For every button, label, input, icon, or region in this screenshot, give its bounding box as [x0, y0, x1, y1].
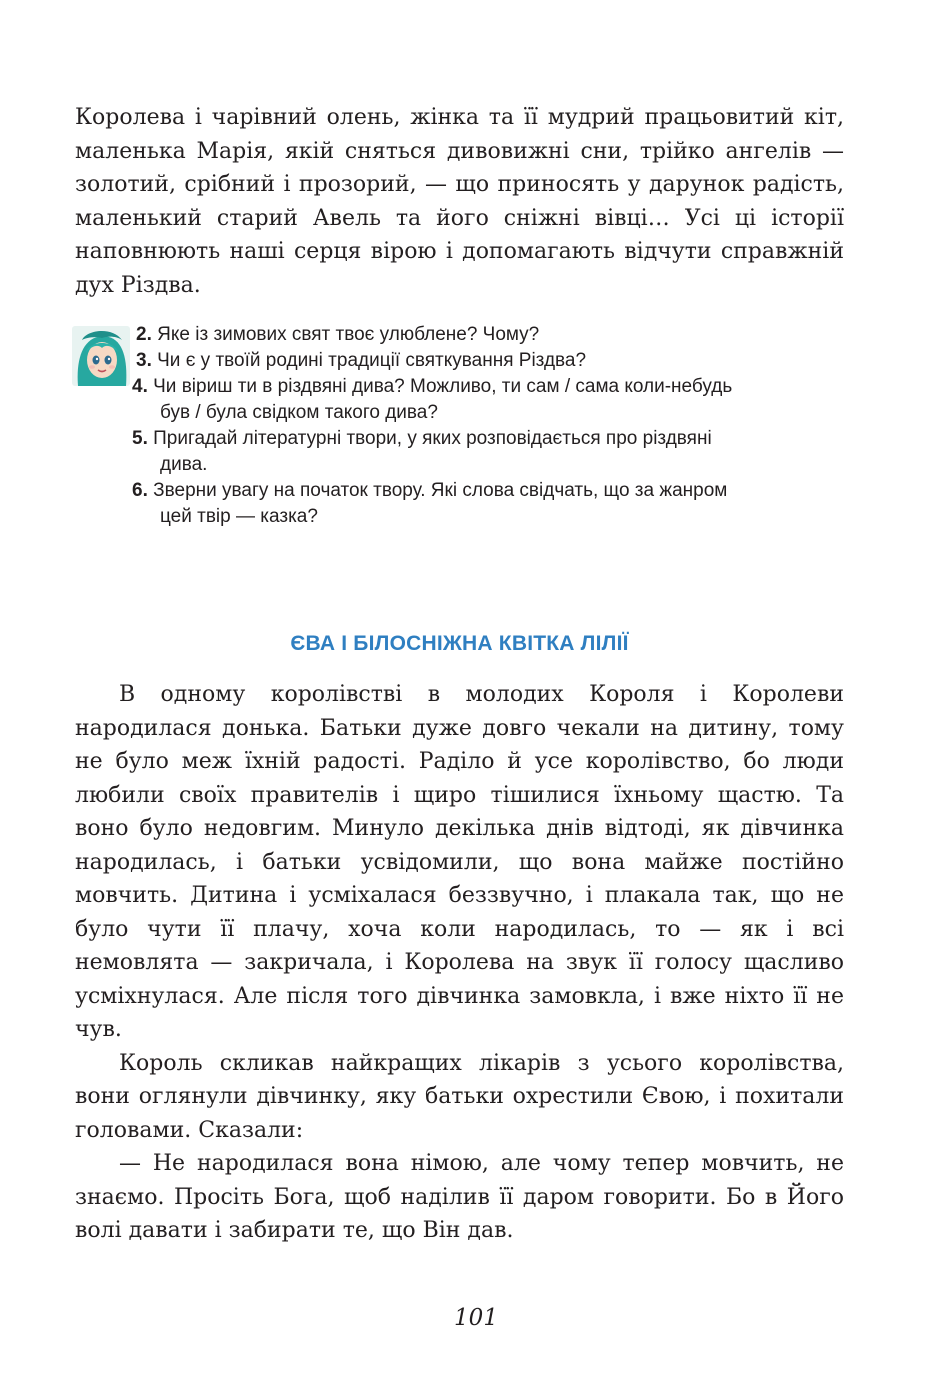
story-paragraph: — Не народилася вона німою, але чому тепер мовчить, не знаємо. Просіть Бога, щоб наділив її даром говорити. Бо в Його волі давати і забирати те, що Він дав.	[75, 1151, 844, 1243]
questions-list	[132, 322, 846, 530]
question-number: 5.	[132, 428, 148, 449]
intro-paragraph	[75, 101, 844, 302]
page-number: 101	[454, 1305, 498, 1331]
question-number: 3.	[136, 350, 152, 371]
question-continuation: цей твір — казка?	[160, 506, 318, 527]
question-number: 4.	[132, 376, 148, 397]
question-item	[132, 426, 846, 478]
girl-avatar-icon	[72, 326, 130, 386]
question-item	[136, 322, 846, 348]
story-title: ЄВА І БІЛОСНІЖНА КВІТКА ЛІЛІЇ	[290, 632, 629, 655]
question-item	[132, 478, 846, 530]
question-text: Чи віриш ти в різдвяні дива? Можливо, ти сам / сама коли-небудь	[153, 376, 733, 397]
story-paragraph: Король скликав найкращих лікарів з усього королівства, вони оглянули дівчинку, яку батьки охрестили Євою, і похитали головами. Сказали:	[75, 1050, 844, 1143]
question-text: Пригадай літературні твори, у яких розповідається про різдвяні	[153, 428, 712, 449]
question-text: Зверни увагу на початок твору. Які слова свідчать, що за жанром	[153, 480, 728, 501]
question-continuation: був / була свідком такого дива?	[160, 402, 438, 423]
question-item	[132, 374, 846, 426]
story-paragraph: В одному королівстві в молодих Короля і Королеви народилася донька. Батьки дуже довго чекали на дитину, тому не було меж їхній радості. Раділо й усе королівство, бо люди любили своїх правителів і щиро тішилися їхньому щастю. Та воно було недовгим. Минуло декілька днів відтоді, як дівчинка народилась, і батьки усвідомили, що вона майже постійно мовчить. Дитина і усміхалася беззвучно, і плакала так, що не було чути її плачу, хоча коли народилась, то — як і всі немовлята — закричала, і Королева на звук її голосу щасливо усміхнулася. Але після того дівчинка замовкла, і вже ніхто її не чув.	[75, 682, 844, 1042]
story-body	[75, 678, 844, 1248]
intro-text: Королева і чарівний олень, жінка та її мудрий працьовитий кіт, маленька Марія, якій сняться дивовижні сни, трійко ангелів — золотий, срібний і прозорий, — що приносять у дарунок радість, маленький старий Авель та його сніжні вівці… Усі ці історії наповнюють наші серця вірою і допомагають відчути справжній дух Різдва.	[75, 105, 844, 298]
question-continuation: дива.	[160, 454, 208, 475]
question-number: 6.	[132, 480, 148, 501]
question-text: Яке із зимових свят твоє улюблене? Чому?	[157, 324, 540, 345]
question-item	[136, 348, 846, 374]
question-number: 2.	[136, 324, 152, 345]
question-text: Чи є у твоїй родині традиції святкування Різдва?	[157, 350, 587, 371]
